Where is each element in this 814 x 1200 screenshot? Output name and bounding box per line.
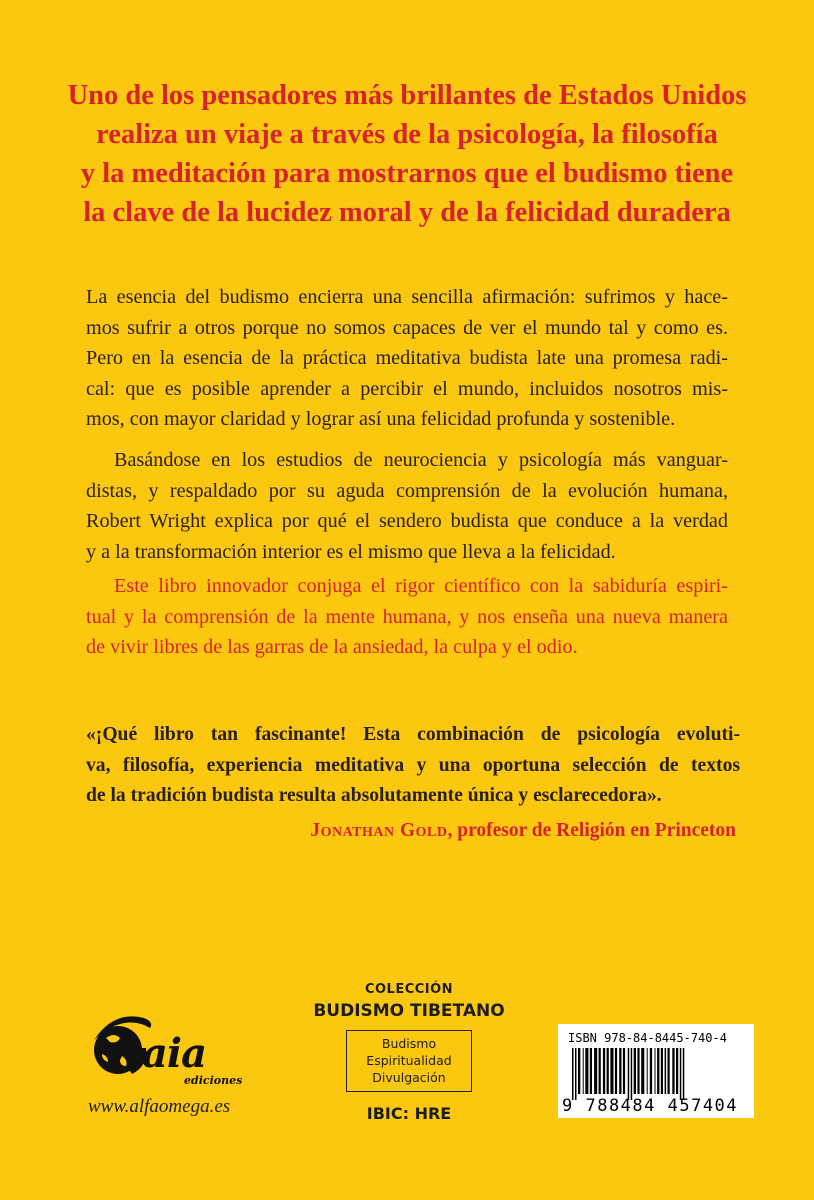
ibic-code: IBIC: HRE	[366, 1104, 452, 1123]
text-line: distas, y respaldado por su aguda comprensión de la evolución humana,	[86, 479, 728, 502]
description-paragraph-1	[86, 282, 728, 435]
text-line: tual y la comprensión de la mente humana, y nos enseña una nueva manera	[86, 605, 728, 628]
quote-attribution	[310, 820, 736, 842]
text-line: Este libro innovador conjuga el rigor científico con la sabiduría espiri-	[114, 575, 728, 597]
text-line: mos sufrir a otros porque no somos capaces de ver el mundo tal y como es.	[86, 316, 728, 339]
text-line: y a la transformación interior es el mismo que lleva a la felicidad.	[86, 540, 616, 563]
logo-subtitle: ediciones	[184, 1074, 243, 1087]
attribution-name: Jonathan Gold	[310, 820, 448, 841]
barcode-bars	[568, 1048, 744, 1100]
headline	[40, 76, 774, 232]
quote-line: de la tradición budista resulta absolutamente única y esclarecedora».	[86, 785, 662, 806]
text-line: La esencia del budismo encierra una sencilla afirmación: sufrimos y hace-	[86, 286, 728, 308]
category-box	[346, 1030, 472, 1092]
text-line: cal: que es posible aprender a percibir el mundo, incluidos nosotros mis-	[86, 377, 728, 400]
text-line: Basándose en los estudios de neurociencia y psicología más vanguar-	[114, 449, 728, 471]
quote-line: va, filosofía, experiencia meditativa y una oportuna selección de textos	[86, 754, 740, 776]
attribution-role: , profesor de Religión en Princeton	[447, 820, 736, 841]
collection-label: COLECCIÓN	[364, 982, 454, 997]
headline-line: realiza un viaje a través de la psicología, la filosofía	[96, 119, 718, 150]
isbn-text: ISBN 978-84-8445-740-4	[568, 1031, 727, 1045]
category-item: Budismo	[381, 1036, 437, 1051]
isbn-barcode	[558, 1024, 754, 1118]
headline-line: Uno de los pensadores más brillantes de Estados Unidos	[67, 80, 747, 111]
text-line: Robert Wright explica por qué el sendero budista que conduce a la verdad	[86, 510, 728, 532]
collection-name: BUDISMO TIBETANO	[313, 1001, 505, 1021]
publisher-url[interactable]: www.alfaomega.es	[88, 1096, 231, 1117]
category-item: Divulgación	[372, 1070, 446, 1085]
text-line: de vivir libres de las garras de la ansiedad, la culpa y el odio.	[86, 636, 578, 658]
headline-line: la clave de la lucidez moral y de la felicidad duradera	[83, 197, 731, 228]
description-paragraph-3	[86, 571, 728, 663]
collection-block	[304, 982, 514, 1123]
barcode-number: 9 788484 457404	[562, 1096, 739, 1116]
publisher-block	[88, 1008, 288, 1117]
category-item: Espiritualidad	[366, 1053, 452, 1068]
description-paragraph-2	[86, 445, 728, 567]
headline-line: y la meditación para mostrarnos que el budismo tiene	[80, 158, 734, 189]
quote-line: «¡Qué libro tan fascinante! Esta combinación de psicología evoluti-	[86, 724, 740, 745]
text-line: Pero en la esencia de la práctica meditativa budista late una promesa radi-	[86, 347, 728, 369]
logo-wordmark: aia	[142, 1030, 207, 1077]
endorsement-quote	[86, 720, 740, 812]
text-line: mos, con mayor claridad y lograr así una felicidad profunda y sostenible.	[86, 408, 676, 430]
publisher-logo	[88, 1008, 258, 1088]
